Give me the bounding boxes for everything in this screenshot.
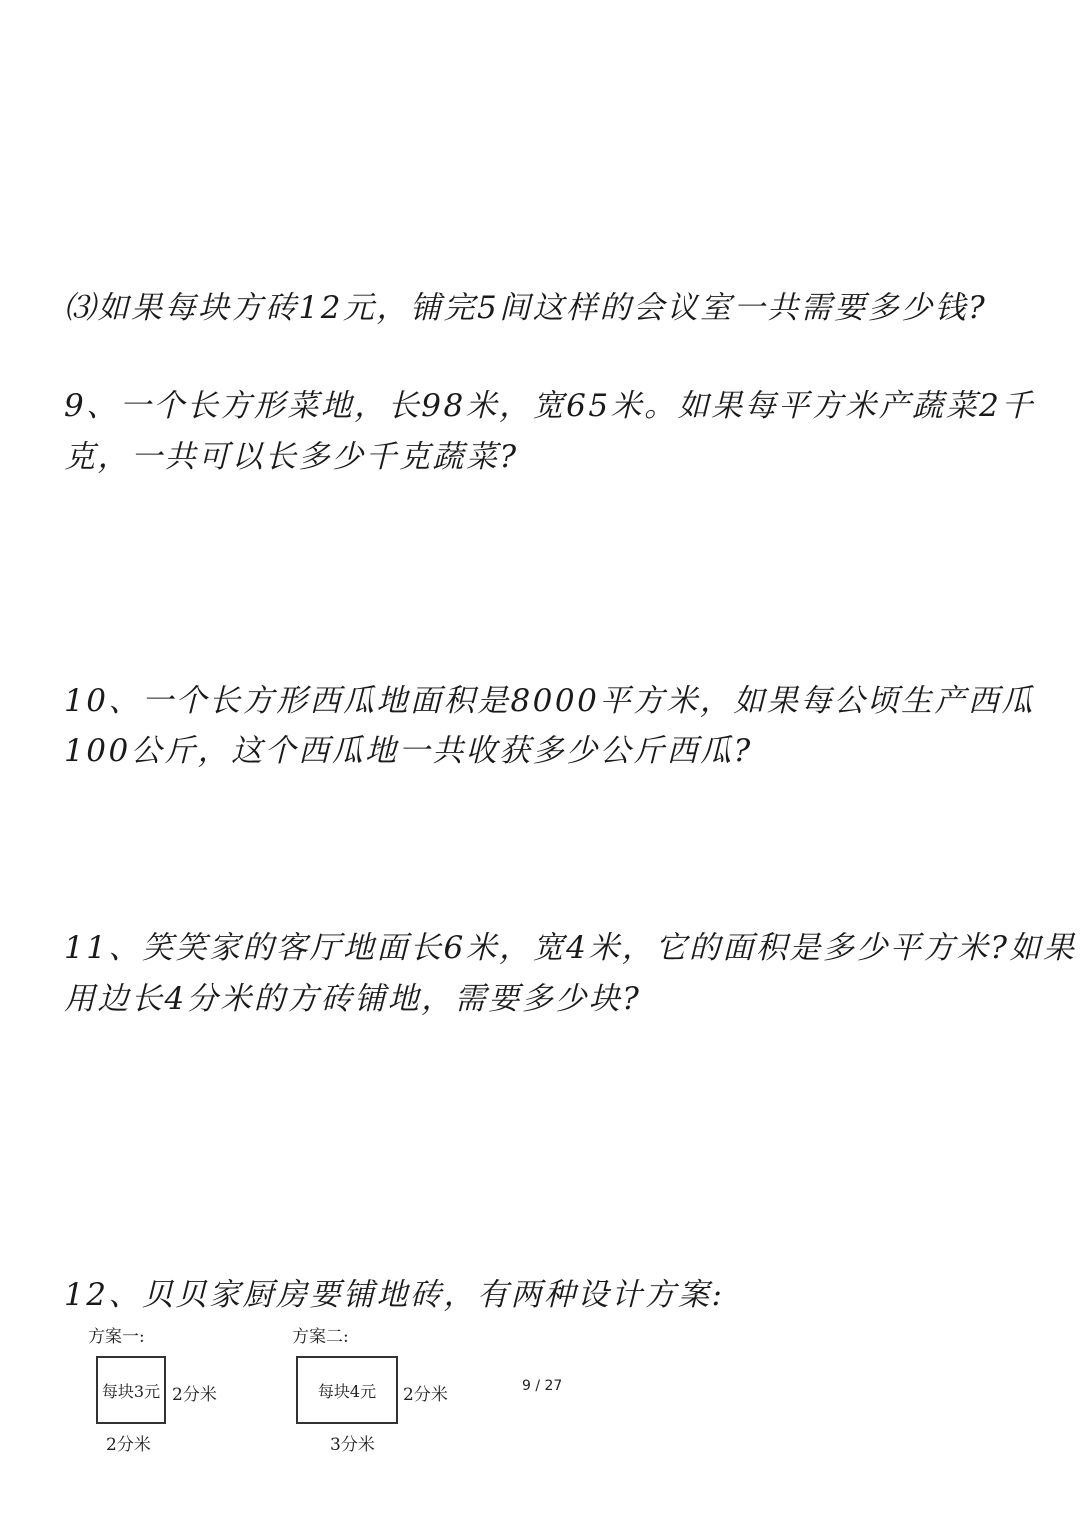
side-dimension-label: 2分米: [172, 1385, 217, 1405]
tile-diagram: [96, 1356, 166, 1424]
plan-title: 方案二:: [292, 1327, 349, 1347]
tile-price-label: 每块3元: [101, 1381, 161, 1401]
bottom-dimension-label: 2分米: [106, 1435, 151, 1455]
question-text-line: 用边长4分米的方砖铺地，需要多少块?: [64, 981, 642, 1017]
question-text-line: 12、贝贝家厨房要铺地砖，有两种设计方案:: [64, 1277, 725, 1313]
question-text-line: 10、一个长方形西瓜地面积是8000平方米，如果每公顷生产西瓜: [64, 683, 1035, 719]
page-number: 9 / 27: [522, 1378, 563, 1394]
question-text-line: 克，一共可以长多少千克蔬菜?: [64, 439, 519, 475]
question-text-line: 11、笑笑家的客厅地面长6米，宽4米，它的面积是多少平方米?如果: [64, 930, 1077, 966]
side-dimension-label: 2分米: [403, 1385, 448, 1405]
tile-price-label: 每块4元: [317, 1381, 377, 1401]
question-text-line: 9、一个长方形菜地，长98米，宽65米。如果每平方米产蔬菜2千: [64, 388, 1035, 424]
bottom-dimension-label: 3分米: [330, 1435, 375, 1455]
plan-title: 方案一:: [88, 1327, 145, 1347]
question-text-line: 100公斤，这个西瓜地一共收获多少公斤西瓜?: [64, 733, 753, 769]
question-text-line: ⑶如果每块方砖12元，铺完5间这样的会议室一共需要多少钱?: [64, 290, 988, 326]
tile-diagram: [296, 1356, 398, 1424]
